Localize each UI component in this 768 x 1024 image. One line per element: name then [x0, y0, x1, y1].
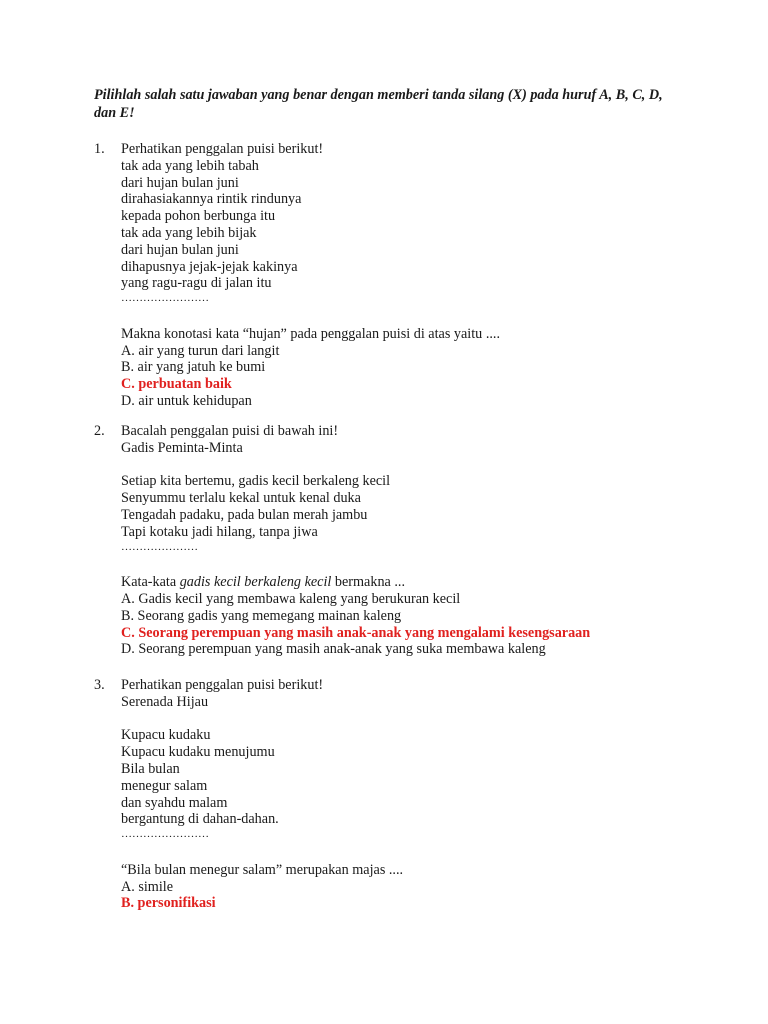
- option-b[interactable]: B. Seorang gadis yang memegang mainan kaleng: [121, 607, 402, 624]
- poem-line: Kupacu kudaku menujumu: [121, 744, 275, 761]
- option-d[interactable]: D. air untuk kehidupan: [121, 392, 252, 409]
- question-body: [121, 423, 721, 658]
- poem-line: dari hujan bulan juni: [121, 174, 239, 191]
- poem-line: yang ragu-ragu di jalan itu: [121, 275, 272, 292]
- option-b[interactable]: B. air yang jatuh ke bumi: [121, 359, 266, 376]
- question-text: Makna konotasi kata “hujan” pada penggalan puisi di atas yaitu ....: [121, 325, 501, 342]
- poem-line: bergantung di dahan-dahan.: [121, 811, 279, 828]
- instruction-text: Pilihlah salah satu jawaban yang benar dengan memberi tanda silang (X) pada huruf A, B, C, D, dan E!: [94, 87, 663, 121]
- question-number: 3.: [94, 677, 105, 693]
- option-c-correct[interactable]: C. Seorang perempuan yang masih anak-anak yang mengalami kesengsaraan: [121, 624, 591, 641]
- poem-line: Setiap kita bertemu, gadis kecil berkaleng kecil: [121, 473, 391, 490]
- poem-title: Serenada Hijau: [121, 693, 209, 710]
- poem-line: dirahasiakannya rintik rindunya: [121, 191, 302, 208]
- poem-line: dari hujan bulan juni: [121, 241, 239, 258]
- option-c-correct[interactable]: C. perbuatan baik: [121, 376, 232, 393]
- ellipsis-dots: …………………: [121, 540, 198, 553]
- poem-line: Tapi kotaku jadi hilang, tanpa jiwa: [121, 523, 318, 540]
- poem-line: tak ada yang lebih tabah: [121, 157, 259, 174]
- question-number: 2.: [94, 423, 105, 439]
- question-intro: Perhatikan penggalan puisi berikut!: [121, 141, 324, 157]
- poem-line: dihapusnya jejak-jejak kakinya: [121, 258, 298, 275]
- option-a[interactable]: A. simile: [121, 878, 174, 895]
- poem-line: dan syahdu malam: [121, 794, 228, 811]
- question-body: [121, 677, 721, 912]
- question-italic-phrase: gadis kecil berkaleng kecil: [179, 574, 332, 591]
- ellipsis-dots: ……………………: [121, 292, 209, 305]
- question-intro: Perhatikan penggalan puisi berikut!: [121, 677, 324, 693]
- poem-line: Tengadah padaku, pada bulan merah jambu: [121, 506, 368, 523]
- question-text: Kata-kata gadis kecil berkaleng kecil bermakna ...: [121, 574, 406, 591]
- poem-title: Gadis Peminta-Minta: [121, 439, 243, 456]
- poem-line: tak ada yang lebih bijak: [121, 224, 257, 241]
- poem-line: Senyummu terlalu kekal untuk kenal duka: [121, 490, 361, 507]
- poem-line: Kupacu kudaku: [121, 727, 211, 744]
- question-body: [121, 141, 721, 410]
- option-b-correct[interactable]: B. personifikasi: [121, 895, 216, 912]
- poem-line: menegur salam: [121, 777, 208, 794]
- option-d[interactable]: D. Seorang perempuan yang masih anak-anak yang suka membawa kaleng: [121, 641, 546, 658]
- poem-line: kepada pohon berbunga itu: [121, 208, 276, 225]
- poem-line: Bila bulan: [121, 760, 180, 777]
- ellipsis-dots: ……………………: [121, 828, 209, 841]
- question-text: “Bila bulan menegur salam” merupakan majas ....: [121, 861, 404, 878]
- question-intro: Bacalah penggalan puisi di bawah ini!: [121, 423, 339, 439]
- question-number: 1.: [94, 141, 105, 157]
- option-a[interactable]: A. Gadis kecil yang membawa kaleng yang berukuran kecil: [121, 590, 461, 607]
- option-a[interactable]: A. air yang turun dari langit: [121, 342, 280, 359]
